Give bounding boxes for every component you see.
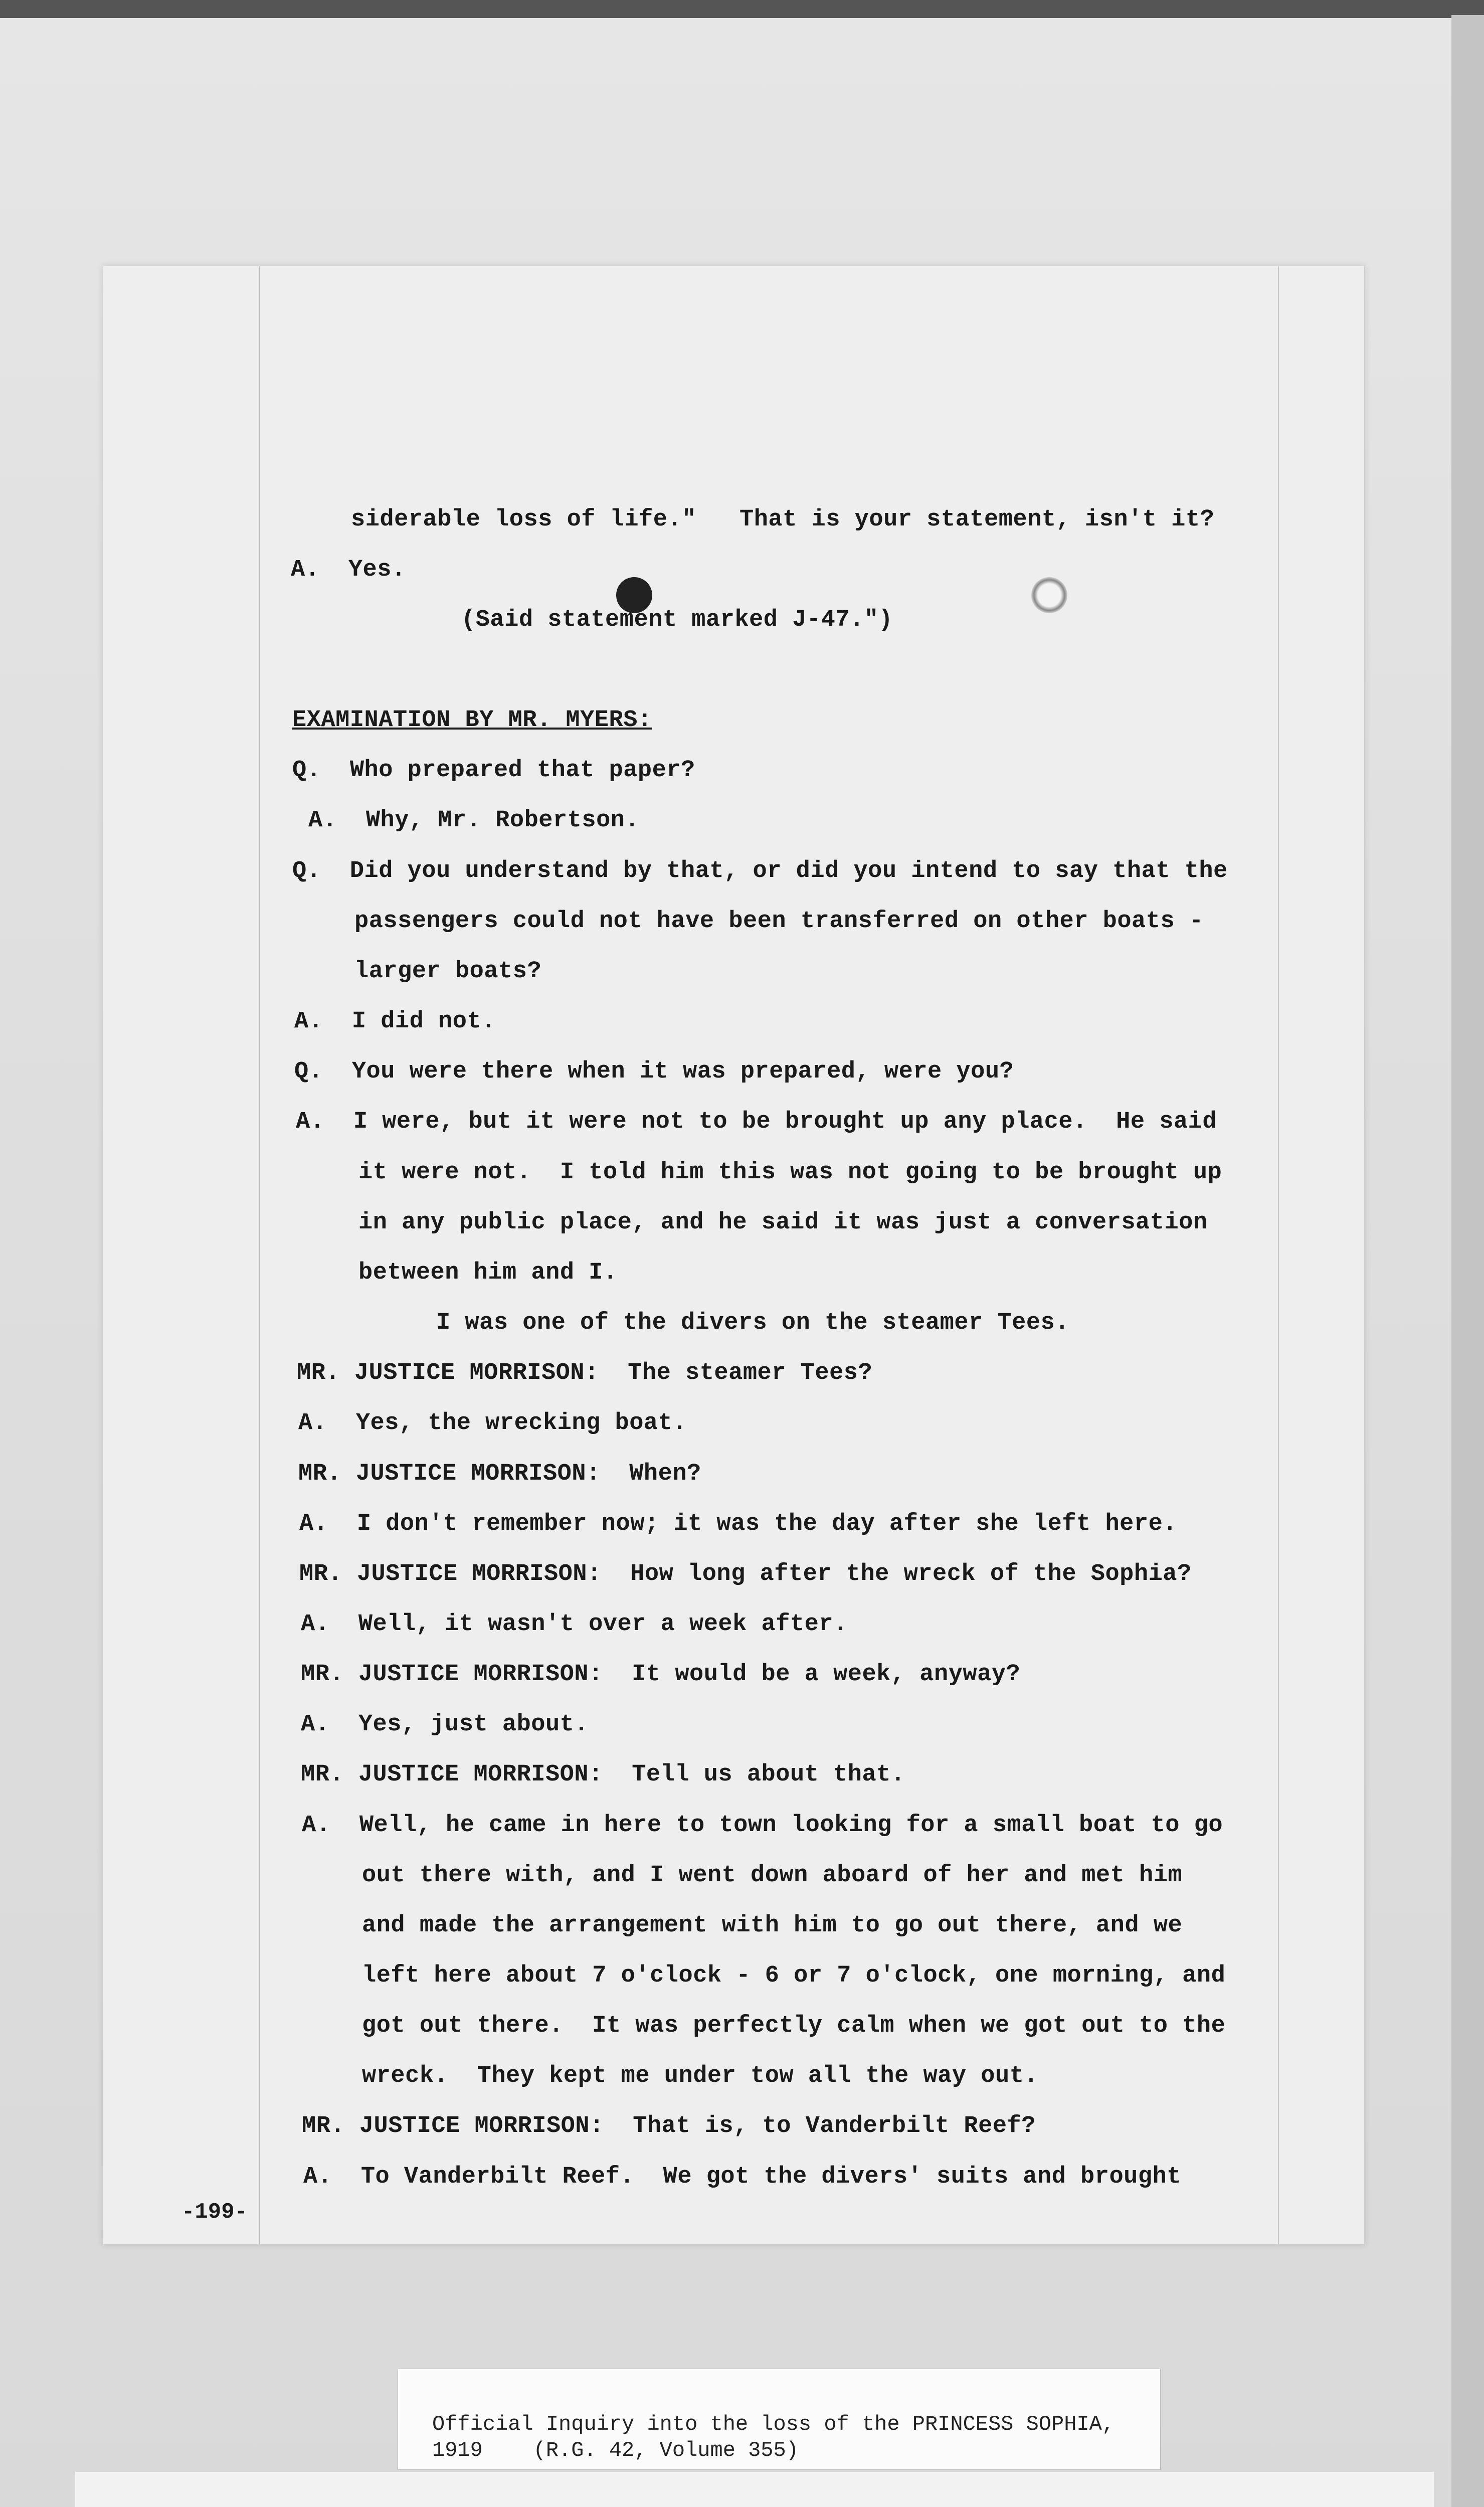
transcript-line: A. I don't remember now; it was the day after she left here. [299, 1511, 1177, 1537]
caption-line: 1919 (R.G. 42, Volume 355) [432, 2438, 799, 2462]
transcript-line: A. I were, but it were not to be brought up any place. He said [296, 1109, 1217, 1135]
transcript-line: MR. JUSTICE MORRISON: How long after the wreck of the Sophia? [299, 1561, 1192, 1587]
transcript-line: MR. JUSTICE MORRISON: The steamer Tees? [297, 1360, 873, 1386]
transcript-line: A. To Vanderbilt Reef. We got the divers' suits and brought [303, 2164, 1181, 2190]
transcript-line: MR. JUSTICE MORRISON: Tell us about that. [301, 1761, 905, 1788]
transcript-line: wreck. They kept me under tow all the way out. [362, 2063, 1039, 2089]
transcript-line: between him and I. [358, 1260, 618, 1286]
transcript-line: A. Well, it wasn't over a week after. [301, 1611, 848, 1638]
transcript-line: siderable loss of life." That is your statement, isn't it? [351, 506, 1215, 533]
transcript-line: I was one of the divers on the steamer Tees. [436, 1310, 1070, 1336]
scan-top-edge [0, 0, 1484, 18]
transcript-line: Q. You were there when it was prepared, were you? [294, 1058, 1014, 1085]
page-number: -199- [181, 2200, 248, 2225]
transcript-line: left here about 7 o'clock - 6 or 7 o'clock, one morning, and [362, 1962, 1226, 1989]
transcript-line: A. Yes. [291, 557, 406, 583]
left-margin-rule [259, 266, 260, 2244]
punch-hole-icon [1031, 577, 1067, 613]
transcript-line: A. I did not. [294, 1008, 496, 1035]
caption-line: Official Inquiry into the loss of the PRINCESS SOPHIA, [432, 2412, 1115, 2436]
transcript-line: A. Yes, just about. [301, 1711, 589, 1738]
transcript-line: passengers could not have been transferred on other boats - [354, 908, 1204, 935]
transcript-line: it were not. I told him this was not going to be brought up [358, 1159, 1222, 1186]
transcript-line: got out there. It was perfectly calm when we got out to the [362, 2013, 1226, 2039]
transcript-line: (Said statement marked J-47.") [461, 607, 893, 633]
transcript-line: A. Yes, the wrecking boat. [298, 1410, 687, 1437]
transcript-line: larger boats? [354, 958, 542, 985]
archives-stamp-panel [75, 2472, 1434, 2507]
transcript-line: Q. Who prepared that paper? [292, 757, 695, 784]
transcript-line: and made the arrangement with him to go out there, and we [362, 1912, 1183, 1939]
right-margin-rule [1278, 266, 1279, 2244]
transcript-line: MR. JUSTICE MORRISON: That is, to Vanderbilt Reef? [302, 2113, 1036, 2139]
transcript-line: A. Why, Mr. Robertson. [308, 807, 640, 834]
transcript-line: Q. Did you understand by that, or did you intend to say that the [292, 858, 1228, 884]
transcript-line: in any public place, and he said it was just a conversation [358, 1209, 1208, 1236]
transcript-line: MR. JUSTICE MORRISON: It would be a week, anyway? [301, 1661, 1021, 1688]
section-heading: EXAMINATION BY MR. MYERS: [292, 707, 652, 734]
transcript-line: A. Well, he came in here to town looking for a small boat to go [302, 1812, 1223, 1839]
transcript-line: out there with, and I went down aboard of her and met him [362, 1862, 1183, 1889]
scan-right-edge [1451, 15, 1484, 2507]
transcript-line: MR. JUSTICE MORRISON: When? [298, 1461, 701, 1487]
